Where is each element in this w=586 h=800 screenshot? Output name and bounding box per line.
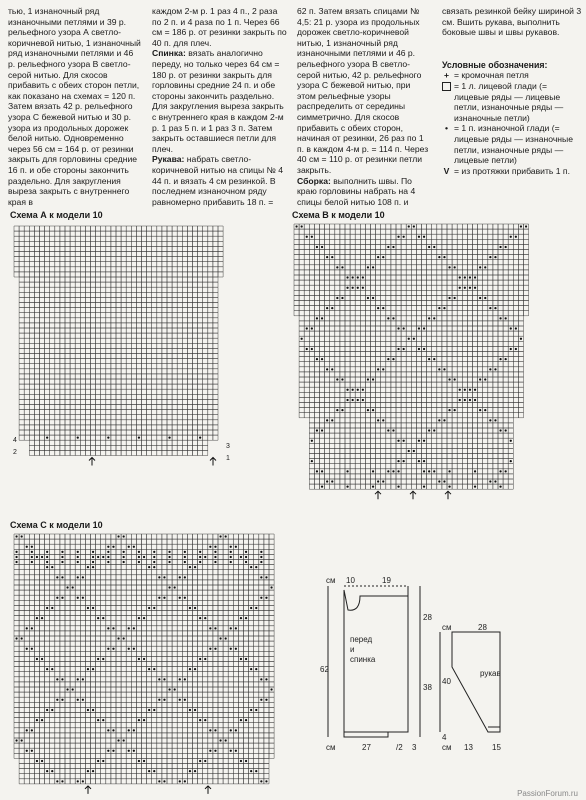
- scheme-a-title: Схема А к модели 10: [10, 210, 103, 220]
- scheme-c-title: Схема С к модели 10: [10, 520, 103, 530]
- legend-title: Условные обозначения:: [442, 59, 548, 70]
- dim-label: 40: [442, 677, 451, 686]
- box-icon: [442, 81, 451, 123]
- text-column-4: [442, 6, 582, 176]
- body-label: и: [350, 645, 355, 654]
- instruction-text: каждом 2-м р. 1 раз 4 п., 2 раза по 2 п. и 4 раза по 1 п. Через 66 см = 186 р. от резинки закрыть по 40 п. для плеч.: [152, 6, 287, 48]
- dim-label: см: [326, 576, 336, 585]
- legend-symbol: •: [444, 123, 448, 134]
- scheme-a-chart: [8, 220, 238, 480]
- scheme-c-chart: [8, 530, 283, 800]
- dim-label: 19: [382, 576, 391, 585]
- dim-label: 27: [362, 743, 371, 752]
- instruction-text: связать резинкой бейку шириной 3 см. Вшить рукава, выполнить боковые швы и швы рукавов.: [442, 6, 582, 38]
- section-heading: Рукава:: [152, 154, 185, 165]
- text-column-3: [297, 6, 431, 207]
- scheme-b-chart: [288, 220, 538, 510]
- instruction-text: 62 п. Затем вязать спицами № 4,5: 21 р. узора из продольных дорожек светло-коричневой нитью, 1 изнаночный ряд изнаночными петлями и 46 р. рельефного узора В светло-серой нитью, 42 р. рельефного узора С бежевой нитью, при этом рельефные узоры распределить от середины симметрично. Для скосов прибавить с обеих сторон, начиная от резинки, 26 раз по 1 п. в каждом 4-м р. = 114 п. Через 40 см = 110 р. от резинки петли закрыть.: [297, 6, 429, 175]
- dim-label: /2: [396, 743, 403, 752]
- instruction-text: набрать светло-коричневой нитью на спицы № 4 44 п. и вязать 4 см резинкой. В последнем изнаночном ряду равномерно прибавить 18 п. =: [152, 154, 283, 207]
- watermark: PassionForum.ru: [517, 789, 578, 798]
- row-number: 3: [226, 443, 230, 450]
- garment-diagram: [320, 572, 582, 772]
- body-label: спинка: [350, 655, 376, 664]
- legend-item: [442, 166, 582, 177]
- legend-text: = 1 л. лицевой глади (= лицевые ряды — лицевые петли, изнаночные ряды — изнаночные петли): [454, 80, 564, 123]
- dim-label: 28: [423, 613, 432, 622]
- instruction-text: тью, 1 изнаночный ряд изнаночными петлями и 39 р. рельефного узора А светло-коричневой нитью, 1 изнаночный ряд изнаночными петлями и 46 р. рельефного узора В светло-серой нитью. Для скосов прибавить с обеих сторон петли, как показано на схемах = 120 п. Затем вязать 42 р. рельефного узора С бежевой нитью и 30 р. узора из продольных дорожек белой нитью. Одновременно через 56 см = 164 р. от резинки закрыть для горловины средние 16 п. и обе стороны закончить раздельно. Для закругления выреза закрыть с внутреннего края в: [8, 6, 141, 207]
- dim-label: 3: [412, 743, 417, 752]
- legend-item: [442, 81, 582, 123]
- row-number: 2: [13, 449, 17, 456]
- dim-label: см: [442, 743, 452, 752]
- legend-text: = из протяжки прибавить 1 п.: [454, 165, 570, 176]
- body-label: перед: [350, 635, 373, 644]
- legend-symbol: +: [443, 70, 450, 81]
- scheme-b-title: Схема В к модели 10: [292, 210, 385, 220]
- legend-item: [442, 70, 582, 81]
- dim-label: 15: [492, 743, 501, 752]
- row-number: 4: [13, 437, 17, 444]
- dim-label: 4: [442, 733, 447, 742]
- instruction-text: вязать аналогично переду, но только через 64 см = 180 р. от резинки закрыть для горловины средние 24 п. и обе стороны закончить раздельно. Для закругления выреза закрыть с внутреннего края в каждом 2-м р. 1 раз 5 п. и 1 раз 3 п. Затем закрыть оставшиеся петли для плеч.: [152, 48, 284, 154]
- dim-label: см: [326, 743, 336, 752]
- sleeve-label: рукав: [480, 669, 501, 678]
- dim-label: 28: [478, 623, 487, 632]
- text-column-1: [8, 6, 142, 207]
- legend-item: [442, 123, 582, 165]
- dim-label: 13: [464, 743, 473, 752]
- legend-symbol: V: [443, 165, 450, 176]
- text-column-2: [152, 6, 288, 207]
- dim-label: 62: [320, 665, 329, 674]
- section-heading: Спинка:: [152, 48, 186, 59]
- legend-text: = 1 п. изнаночной глади (= лицевые ряды — изнаночные петли, изнаночные ряды — лицевые петли): [454, 123, 574, 166]
- dim-label: см: [442, 623, 452, 632]
- row-number: 1: [226, 455, 230, 462]
- dim-label: 38: [423, 683, 432, 692]
- dim-label: 10: [346, 576, 355, 585]
- legend-text: = кромочная петля: [454, 70, 529, 81]
- instruction-text: выполнить швы. По краю горловины набрать на 4 спицы белой нитью 108 п. и: [297, 175, 416, 207]
- section-heading: Сборка:: [297, 175, 331, 186]
